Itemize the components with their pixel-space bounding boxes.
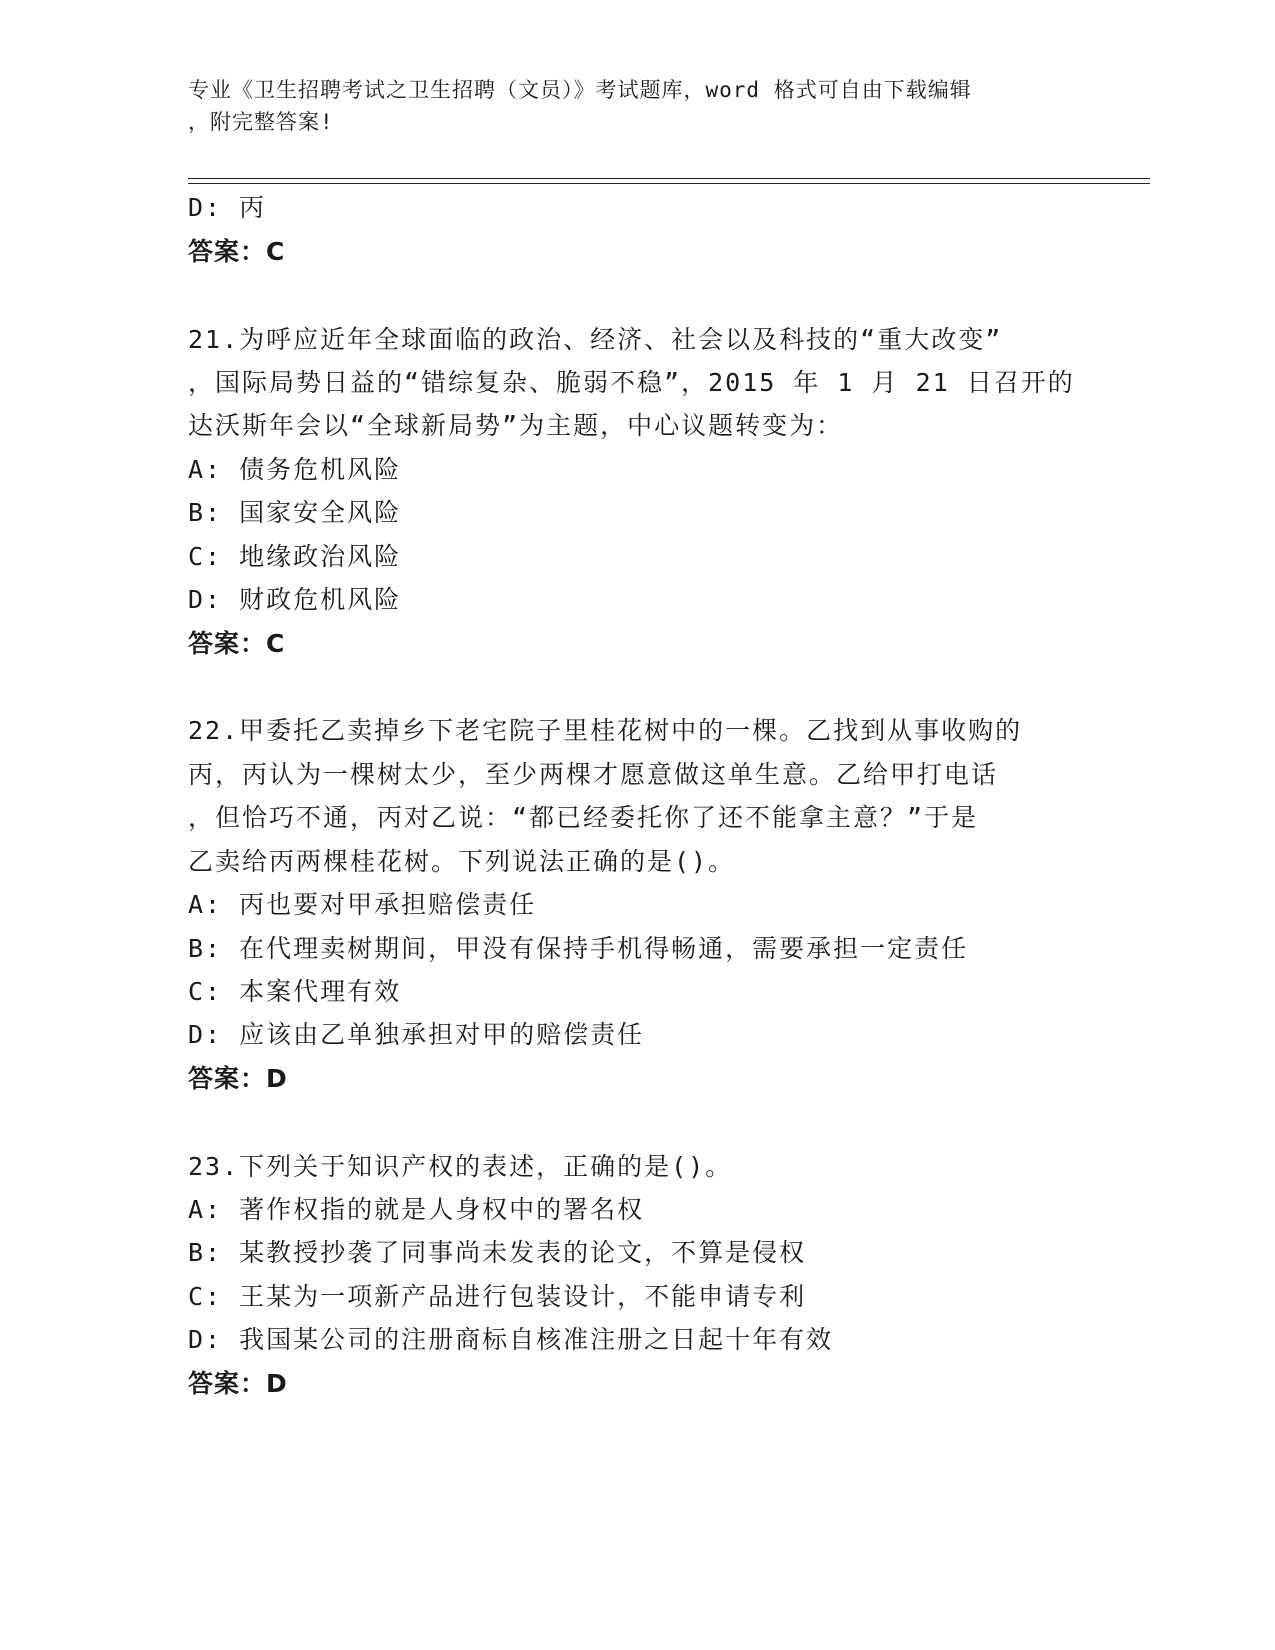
header-line-1: 专业《卫生招聘考试之卫生招聘（文员）》考试题库，word 格式可自由下载编辑 [188,78,972,102]
q23-answer: 答案：D [188,1369,288,1398]
q21-stem-line-3: 达沃斯年会以“全球新局势”为主题，中心议题转变为： [188,411,844,440]
q22-stem-line-4: 乙卖给丙两棵桂花树。下列说法正确的是()。 [188,847,736,876]
header-line-2: ，附完整答案! [188,110,334,134]
q22-stem-line-3: ，但恰巧不通，丙对乙说：“都已经委托你了还不能拿主意？”于是 [188,803,979,832]
q22-option-c: C: 本案代理有效 [188,977,402,1006]
q21-stem-line-2: ，国际局势日益的“错综复杂、脆弱不稳”，2015 年 1 月 21 日召开的 [188,368,1075,397]
q21-answer: 答案：C [188,629,286,658]
q23-option-c: C: 王某为一项新产品进行包装设计，不能申请专利 [188,1282,807,1311]
q22-answer: 答案：D [188,1064,288,1093]
q23-stem-line-1: 23.下列关于知识产权的表述，正确的是()。 [188,1152,733,1181]
q23-option-b: B: 某教授抄袭了同事尚未发表的论文，不算是侵权 [188,1238,807,1267]
q21-option-a: A: 债务危机风险 [188,455,402,484]
page-header [188,74,1088,138]
q22-stem-line-2: 丙，丙认为一棵树太少，至少两棵才愿意做这单生意。乙给甲打电话 [188,760,999,789]
q21-option-b: B: 国家安全风险 [188,498,402,527]
q22-option-d: D: 应该由乙单独承担对甲的赔偿责任 [188,1020,645,1049]
prev-answer: 答案：C [188,237,286,266]
q22-stem-line-1: 22.甲委托乙卖掉乡下老宅院子里桂花树中的一棵。乙找到从事收购的 [188,716,1023,745]
q21-option-c: C: 地缘政治风险 [188,542,402,571]
header-rule-bottom [188,183,1150,184]
q21-option-d: D: 财政危机风险 [188,585,402,614]
q22-option-a: A: 丙也要对甲承担赔偿责任 [188,890,537,919]
q23-option-d: D: 我国某公司的注册商标自核准注册之日起十年有效 [188,1325,834,1354]
header-rule-top [188,178,1150,179]
q23-option-a: A: 著作权指的就是人身权中的署名权 [188,1195,645,1224]
q21-stem-line-1: 21.为呼应近年全球面临的政治、经济、社会以及科技的“重大改变” [188,325,1003,354]
q22-option-b: B: 在代理卖树期间，甲没有保持手机得畅通，需要承担一定责任 [188,934,969,963]
prev-option-d: D: 丙 [188,193,267,222]
